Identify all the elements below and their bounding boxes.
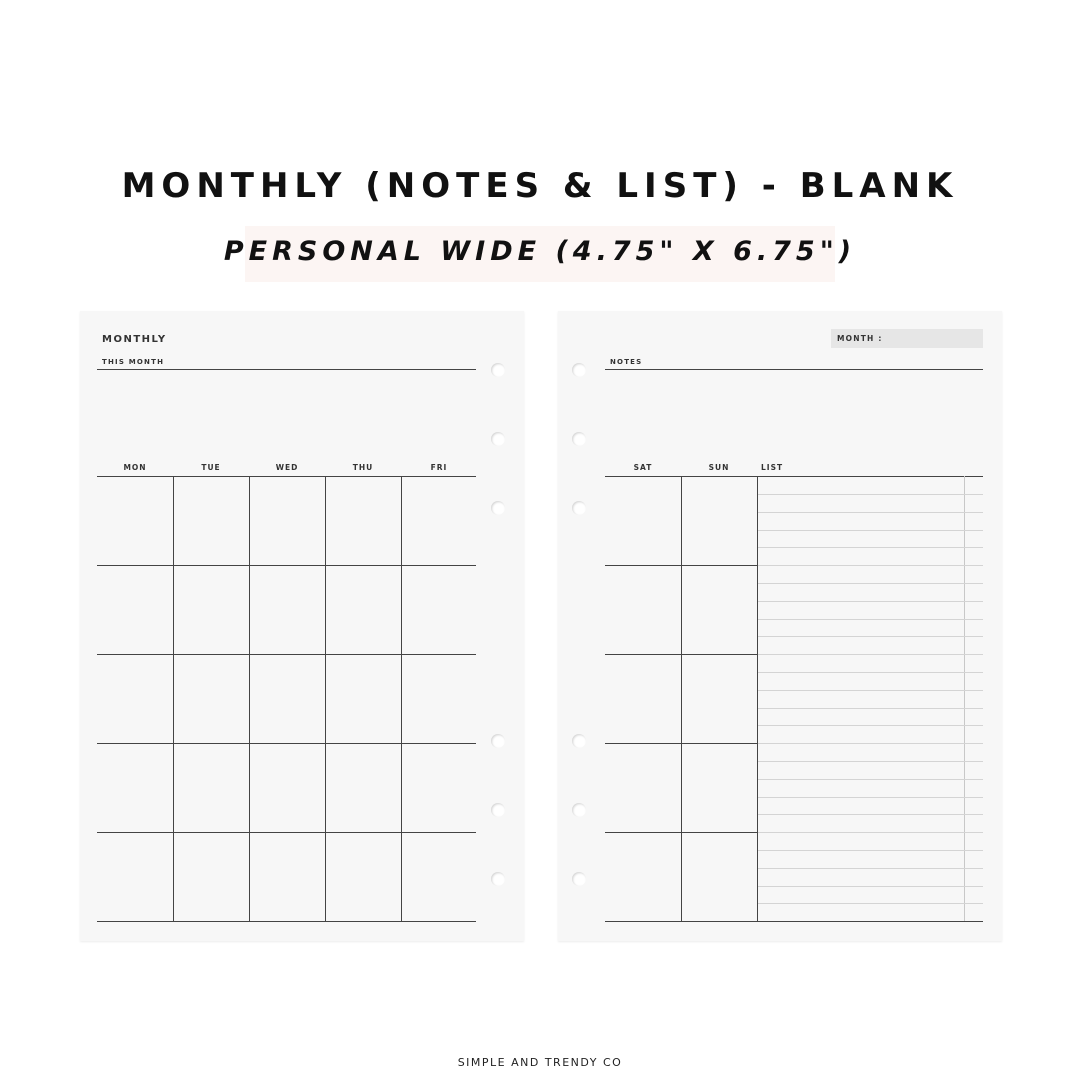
grid-line (605, 921, 983, 922)
list-ruled-line (758, 494, 983, 495)
day-header-sat: SAT (633, 463, 653, 472)
list-ruled-line (758, 636, 983, 637)
grid-line (97, 565, 476, 566)
list-ruled-line (758, 832, 983, 833)
day-header-wed: WED (275, 463, 299, 472)
binder-hole (572, 803, 586, 817)
month-label: MONTH : (837, 334, 883, 343)
binder-hole (491, 872, 505, 886)
grid-line (97, 654, 476, 655)
list-ruled-line (758, 512, 983, 513)
grid-line (325, 476, 326, 921)
list-ruled-line (758, 601, 983, 602)
list-ruled-line (758, 868, 983, 869)
grid-line (401, 476, 402, 921)
binder-hole (572, 363, 586, 377)
notes-rule (605, 369, 983, 370)
list-label: LIST (761, 463, 784, 472)
list-ruled-line (758, 814, 983, 815)
binder-hole (572, 432, 586, 446)
day-header-mon: MON (123, 463, 147, 472)
list-ruled-line (758, 886, 983, 887)
grid-line (249, 476, 250, 921)
day-header-thu: THU (352, 463, 374, 472)
grid-line (681, 476, 682, 921)
binder-hole (491, 363, 505, 377)
day-header-fri: FRI (430, 463, 448, 472)
list-checkbox-column-line (964, 476, 965, 921)
notes-label: NOTES (610, 358, 643, 366)
binder-hole (572, 734, 586, 748)
grid-line (97, 921, 476, 922)
binder-hole (491, 501, 505, 515)
binder-hole (491, 432, 505, 446)
grid-line (605, 476, 983, 477)
binder-hole (572, 501, 586, 515)
this-month-label: THIS MONTH (102, 358, 165, 366)
page-title: MONTHLY (NOTES & LIST) - BLANK (121, 166, 959, 206)
monthly-heading: MONTHLY (102, 334, 167, 345)
list-ruled-line (758, 583, 983, 584)
left-planner-page (80, 311, 524, 941)
list-ruled-line (758, 761, 983, 762)
list-ruled-line (758, 565, 983, 566)
grid-line (97, 476, 476, 477)
list-ruled-line (758, 619, 983, 620)
binder-hole (491, 803, 505, 817)
list-ruled-line (758, 672, 983, 673)
grid-line (757, 476, 758, 921)
page-subtitle: PERSONAL WIDE (4.75" X 6.75") (223, 236, 857, 267)
grid-line (97, 832, 476, 833)
list-ruled-line (758, 690, 983, 691)
list-ruled-line (758, 530, 983, 531)
binder-hole (491, 734, 505, 748)
day-header-sun: SUN (708, 463, 730, 472)
month-field[interactable] (831, 329, 983, 348)
list-ruled-line (758, 743, 983, 744)
list-ruled-line (758, 708, 983, 709)
this-month-rule (97, 369, 476, 370)
day-header-tue: TUE (201, 463, 221, 472)
right-planner-page (558, 311, 1002, 941)
grid-line (173, 476, 174, 921)
list-ruled-line (758, 797, 983, 798)
grid-line (97, 743, 476, 744)
brand-footer: SIMPLE AND TRENDY CO (457, 1056, 623, 1069)
list-ruled-line (758, 654, 983, 655)
list-ruled-line (758, 903, 983, 904)
list-ruled-line (758, 547, 983, 548)
list-ruled-line (758, 725, 983, 726)
list-ruled-line (758, 779, 983, 780)
list-ruled-line (758, 850, 983, 851)
binder-hole (572, 872, 586, 886)
